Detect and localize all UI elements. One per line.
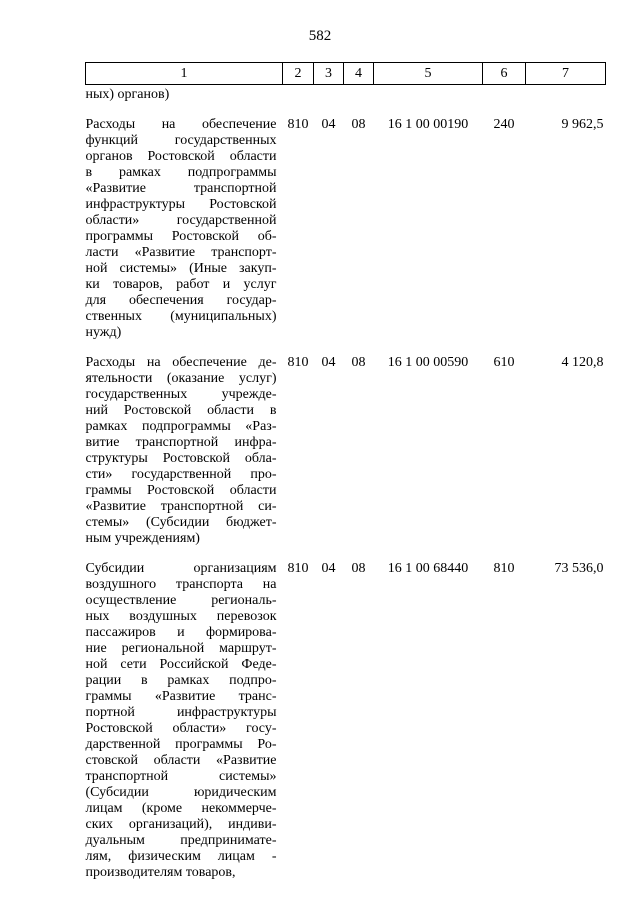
description-line: государственных учрежде- — [85, 387, 277, 402]
target-article-code: 16 1 00 68440 — [387, 561, 469, 576]
expense-type-code: 810 — [493, 561, 515, 576]
description-line: ных воздушных перевозок — [85, 609, 277, 624]
description-line: ной сети Российской Феде- — [85, 657, 277, 672]
table-row — [86, 341, 606, 547]
header-row — [86, 63, 606, 85]
amount-value: 9 962,5 — [561, 117, 604, 132]
target-article-code: 16 1 00 00190 — [387, 117, 469, 132]
description-line: структуры Ростовской обла- — [85, 451, 277, 466]
description-line: программы Ростовской об- — [85, 229, 277, 244]
description-line: в рамках подпрограммы — [85, 165, 277, 180]
description-line: воздушного транспорта на — [85, 577, 277, 592]
description-line: рации в рамках подпро- — [85, 673, 277, 688]
description-line: витие транспортной инфра- — [85, 435, 277, 450]
description-line: функций государственных — [85, 133, 277, 148]
table-header — [86, 63, 606, 85]
description-line: Расходы на обеспечение де- — [85, 355, 277, 370]
header-col-5: 5 — [374, 63, 483, 85]
description-line: дуальным предпринимате- — [85, 833, 277, 848]
header-col-4: 4 — [344, 63, 374, 85]
description-line: осуществление региональ- — [85, 593, 277, 608]
description-line: инфраструктуры Ростовской — [85, 197, 277, 212]
amount-value: 73 536,0 — [554, 561, 604, 576]
description-line: области» государственной — [85, 213, 277, 228]
description-line: производителям товаров, — [85, 865, 236, 880]
description-line: ласти «Развитие транспорт- — [85, 245, 277, 260]
description-line: «Развитие транспортной си- — [85, 499, 277, 514]
description-line: дарственной программы Ро- — [85, 737, 277, 752]
description-line: ятельности (оказание услуг) — [85, 371, 277, 386]
description-line: Расходы на обеспечение — [85, 117, 277, 132]
description-line: стовской области «Развитие — [85, 753, 277, 768]
header-col-3: 3 — [314, 63, 344, 85]
header-col-1: 1 — [86, 63, 283, 85]
page-number: 582 — [308, 28, 332, 44]
description-line: лям, физическим лицам - — [85, 849, 277, 864]
description-line: граммы «Развитие транс- — [85, 689, 277, 704]
budget-table — [85, 62, 606, 881]
continuation-text: ных) органов) — [85, 87, 170, 102]
description-line: ки товаров, работ и услуг — [85, 277, 277, 292]
description-line: пассажиров и формирова- — [85, 625, 277, 640]
section-code: 04 — [321, 117, 336, 132]
description-line: сти» государственной про- — [85, 467, 277, 482]
description-line: для обеспечения государ- — [85, 293, 277, 308]
expense-description — [86, 547, 283, 881]
description-line: ным учреждениям) — [85, 531, 200, 546]
description-line: ственных (муниципальных) — [85, 309, 277, 324]
table-row — [86, 103, 606, 341]
description-line: «Развитие транспортной — [85, 181, 277, 196]
subsection-code: 08 — [351, 561, 366, 576]
continuation-row — [86, 85, 606, 104]
description-line: ских организаций), индиви- — [85, 817, 277, 832]
description-line: транспортной системы» — [85, 769, 277, 784]
expense-description — [86, 341, 283, 547]
description-line: рамках подпрограммы «Раз- — [85, 419, 277, 434]
expense-description — [86, 103, 283, 341]
subsection-code: 08 — [351, 355, 366, 370]
amount-value: 4 120,8 — [561, 355, 604, 370]
table-body — [86, 85, 606, 882]
table-row — [86, 547, 606, 881]
ministry-code: 810 — [287, 355, 309, 370]
ministry-code: 810 — [287, 561, 309, 576]
description-line: портной инфраструктуры — [85, 705, 277, 720]
description-line: ний Ростовской области в — [85, 403, 277, 418]
ministry-code: 810 — [287, 117, 309, 132]
description-line: органов Ростовской области — [85, 149, 277, 164]
description-line: (Субсидии юридическим — [85, 785, 277, 800]
description-line: лицам (кроме некоммерче- — [85, 801, 277, 816]
expense-type-code: 610 — [493, 355, 515, 370]
expense-type-code: 240 — [493, 117, 515, 132]
description-line: ние региональной маршрут- — [85, 641, 277, 656]
description-line: Субсидии организациям — [85, 561, 277, 576]
header-col-7: 7 — [526, 63, 606, 85]
header-col-2: 2 — [283, 63, 314, 85]
description-line: ной системы» (Иные закуп- — [85, 261, 277, 276]
section-code: 04 — [321, 355, 336, 370]
description-line: стемы» (Субсидии бюджет- — [85, 515, 277, 530]
target-article-code: 16 1 00 00590 — [387, 355, 469, 370]
description-line: Ростовской области» госу- — [85, 721, 277, 736]
header-col-6: 6 — [483, 63, 526, 85]
description-line: нужд) — [85, 325, 122, 340]
section-code: 04 — [321, 561, 336, 576]
description-line: граммы Ростовской области — [85, 483, 277, 498]
subsection-code: 08 — [351, 117, 366, 132]
